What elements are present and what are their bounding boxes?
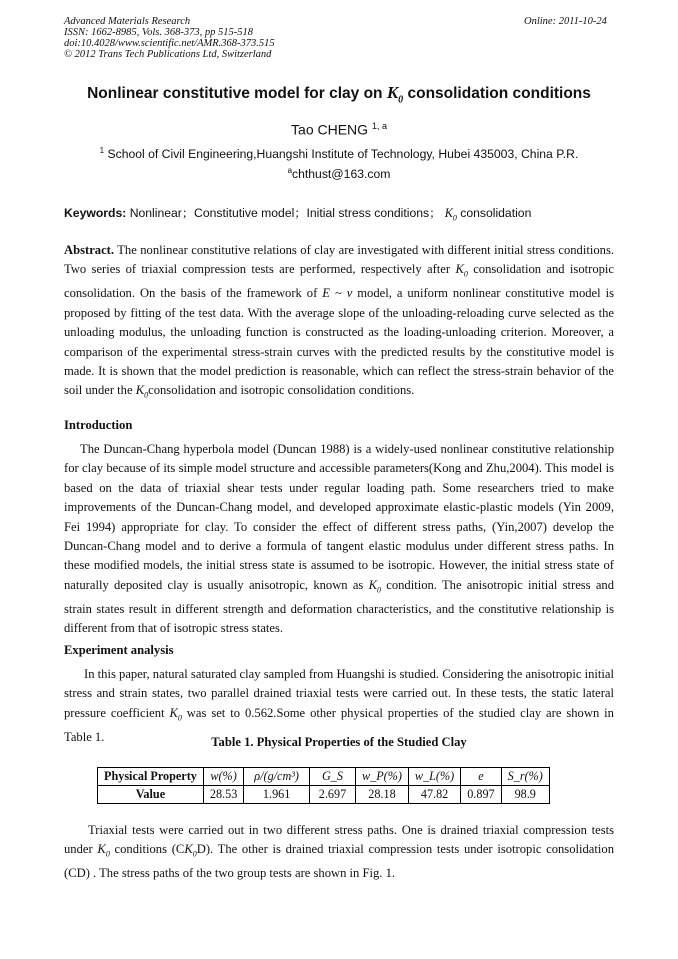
table-header-cell: w_P(%) — [355, 768, 408, 786]
table-cell: 0.897 — [461, 786, 501, 804]
affiliation: $^1$ School of Civil Engineering,Huangshi Institute of Technology, Hubei 435003, China P.R. — [99, 146, 579, 162]
doi-line: doi:10.4028/www.scientific.net/AMR.368-373.515 — [64, 38, 275, 49]
author-name: Tao CHENG — [291, 121, 369, 138]
physical-properties-table — [97, 767, 550, 804]
table-row — [98, 786, 550, 804]
journal-name: Advanced Materials Research — [64, 16, 191, 27]
table-header-cell: Physical Property — [98, 768, 204, 786]
paper-title: Nonlinear constitutive model for clay on $K_0$ consolidation conditions — [87, 83, 591, 106]
table-header-cell: S_r(%) — [501, 768, 549, 786]
table-cell: 28.18 — [355, 786, 408, 804]
introduction-heading: Introduction — [64, 418, 133, 432]
table-header-cell: w(%) — [203, 768, 243, 786]
table-header-cell: w_L(%) — [408, 768, 460, 786]
table-cell: 98.9 — [501, 786, 549, 804]
table-header-cell: ρ/(g/cm³) — [244, 768, 310, 786]
author-line: Tao CHENG $^{1, a}$ — [291, 121, 387, 138]
abstract-label: Abstract. — [64, 243, 115, 257]
table-cell: Value — [98, 786, 204, 804]
issn-line: ISSN: 1662-8985, Vols. 368-373, pp 515-518 — [64, 27, 253, 38]
keywords-line: Keywords: Nonlinear；Constitutive model；Initial stress conditions； $K_0$ consolidation — [64, 206, 532, 223]
table-cell: 28.53 — [203, 786, 243, 804]
table-cell: 47.82 — [408, 786, 460, 804]
table-header-row — [98, 768, 550, 786]
table-caption: Table 1. Physical Properties of the Studied Clay — [211, 735, 467, 749]
table-header-cell: e — [461, 768, 501, 786]
table-cell: 2.697 — [309, 786, 355, 804]
copyright-line: © 2012 Trans Tech Publications Ltd, Switzerland — [64, 49, 272, 60]
table-cell: 1.961 — [244, 786, 310, 804]
online-date: Online: 2011-10-24 — [524, 16, 607, 27]
introduction-paragraph: The Duncan-Chang hyperbola model (Duncan 1988) is a widely-used nonlinear constitutive relationship for clay because of its simple model structure and accessible parameters(Kong and Zhu,2004). This model is based on the data of triaxial shear tests under regular loading path. Some researchers tried to make improvements of the Duncan-Chang model, and developed approximate elastic-plastic models (Yin 2009, Fei 1994) appropriate for clay. To consider the effect of different stress paths, (Yin,2007) develop the Duncan-Chang model and to derive a formula of tangent elastic modulus under different stress paths. In these modified models, the initial stress state is assumed to be isotropic. However, the initial stress state of naturally deposited clay is usually anisotropic, known as $K_0$ condition. The anisotropic initial stress and strain states result in different strength and deformation characteristics, and the constitutive relationship is different from that of isotropic stress states. — [64, 442, 615, 636]
keywords-label: Keywords: — [64, 206, 127, 220]
author-email: $^a$chthust@163.com — [287, 166, 391, 182]
abstract-paragraph: Abstract. The nonlinear constitutive relations of clay are investigated with different initial stress conditions. Two series of triaxial compression tests are performed, respectively after $K_0$ consolidation and isotropic consolidation. On the basis of the framework of E ~ ν model, a uniform nonlinear constitutive model is proposed by fitting of the test data. With the average slope of the unloading-reloading curve selected as the unloading modulus, the unloading function is constructed as the loading-unloading criterion. Moreover, a comparison of the experimental stress-strain curves with the predicted results by the constitutive model is made. It is shown that the model prediction is reasonable, which can reflect the stress-strain behavior of the soil under the $K_0consolidation$ and isotropic consolidation conditions. — [64, 243, 615, 400]
experiment-heading: Experiment analysis — [64, 643, 174, 657]
header-block — [64, 16, 275, 60]
table-header-cell: G_S — [309, 768, 355, 786]
experiment-paragraph-2: Triaxial tests were carried out in two different stress paths. One is drained triaxial compression tests under $K_0$ conditions $(CK_0D)$. The other is drained triaxial compression tests under isotropic consolidation (CD) . The stress paths of the two group tests are shown in Fig. 1. — [64, 823, 614, 881]
experiment-paragraph-1: In this paper, natural saturated clay sampled from Huangshi is studied. Considering the anisotropic initial stress and strain states, two parallel drained triaxial tests were carried out. In these tests, the static lateral pressure coefficient $K_0$ was set to 0.562.Some other physical properties of the studied clay are shown in Table 1. — [64, 667, 614, 744]
